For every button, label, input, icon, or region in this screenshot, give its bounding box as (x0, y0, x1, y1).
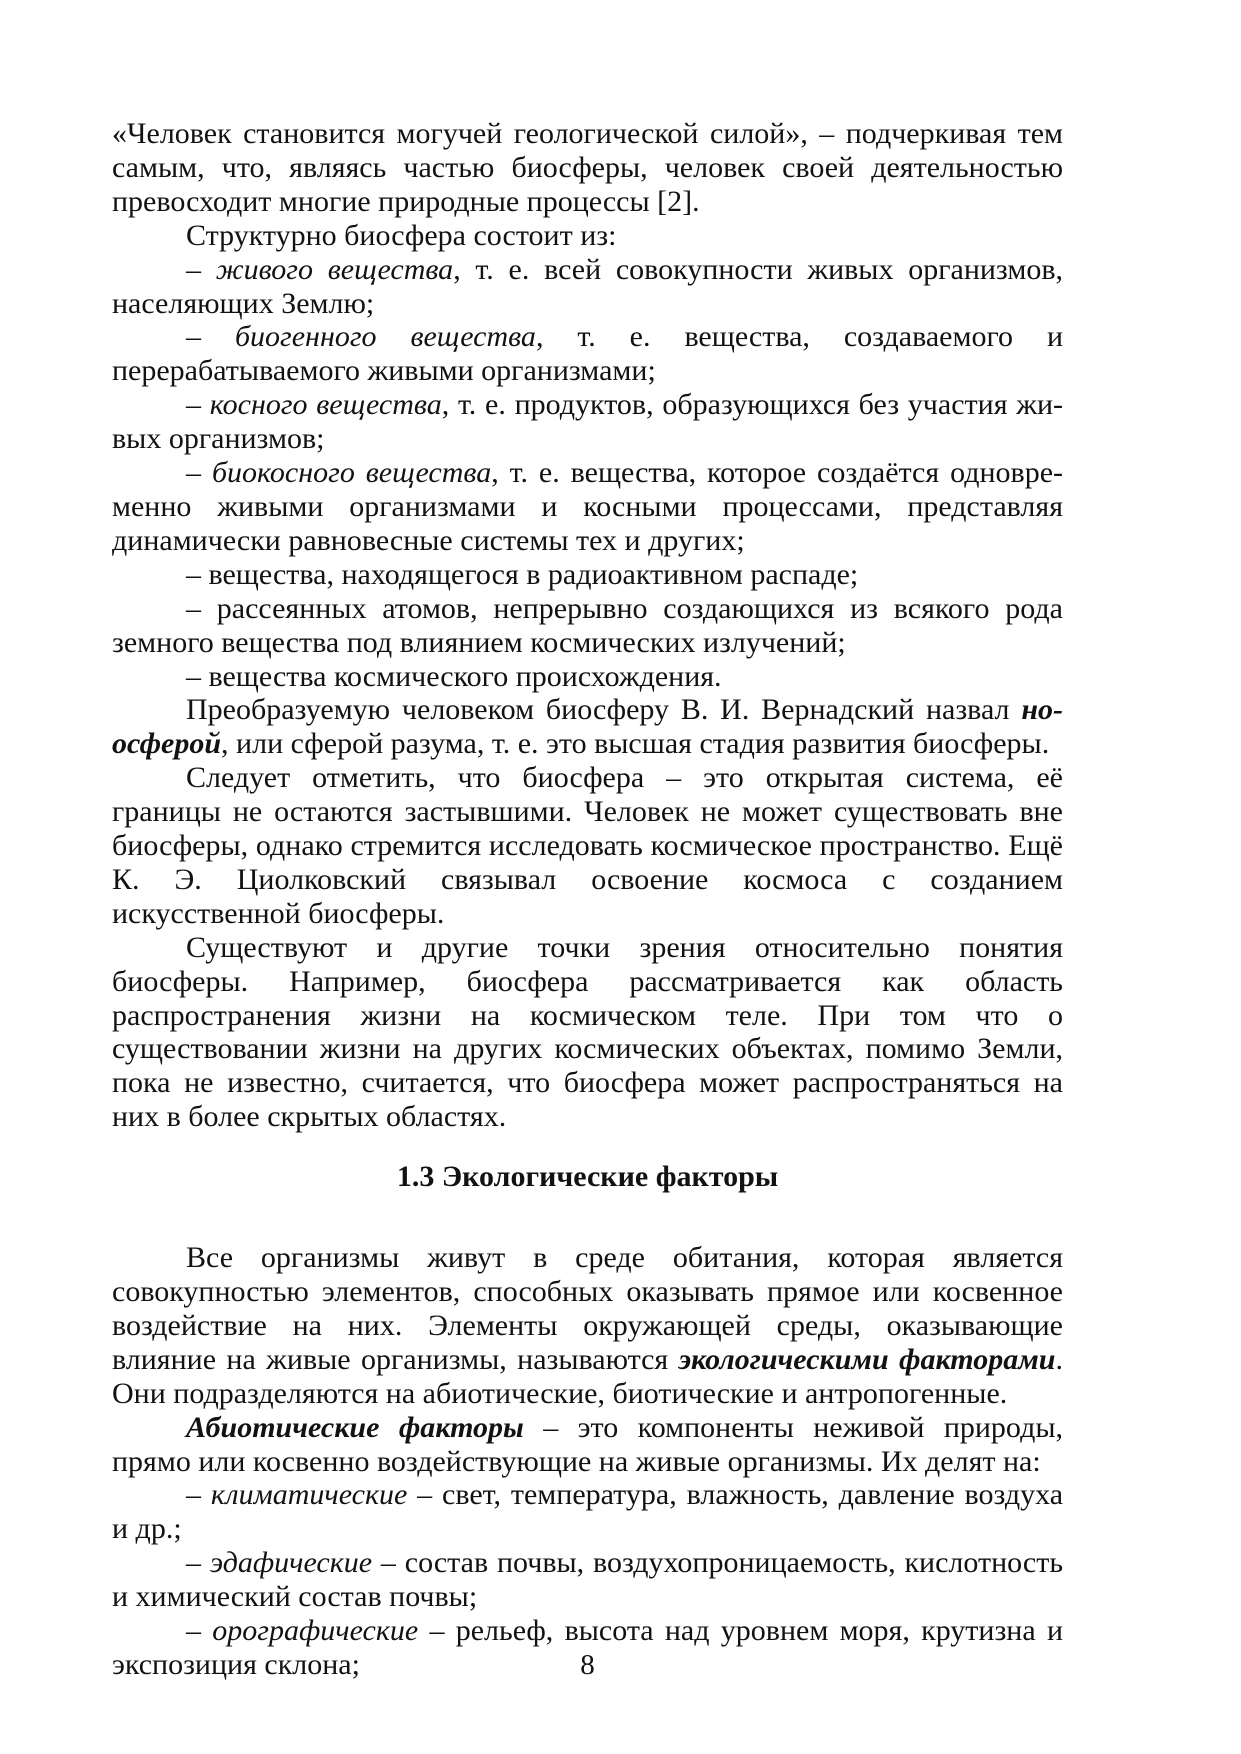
term-italic: климатические (210, 1478, 408, 1512)
paragraph-quote-continuation (112, 117, 1063, 219)
text-run: , т. е. вещества, создаваемого и перерабатываемого живыми организмами; (112, 320, 1064, 388)
text-run: Преобразуемую человеком биосферу В. И. Вернадский назвал (186, 693, 1022, 727)
text-run: «Человек становится могучей геологической силой», – подчеркивая тем самым, что, являясь частью биосферы, человек своей деятельностью превосходит многие природные процессы [2]. (112, 117, 1063, 218)
text-run: Все организмы живут в среде обитания, которая является совокупностью элементов, способных оказывать прямое или косвенное воздействие на них. Элементы окружающей среды, оказывающие влияние на живые организмы, называются (112, 1241, 1063, 1376)
dash-marker: – (186, 1614, 213, 1648)
paragraph-open-system (112, 761, 1063, 931)
text-run: . Они подразделяются на абиотические, биотические и антропогенные. (112, 1342, 1063, 1410)
dash-marker: – (186, 320, 235, 354)
dash-marker: – (186, 388, 210, 422)
text-run: , т. е. всей совокупности живых организмов, населяющих Землю; (112, 252, 1064, 320)
list-item-scattered-atoms (112, 592, 1063, 660)
list-item-edaphic (112, 1546, 1063, 1614)
list-item-climatic (112, 1478, 1063, 1546)
paragraph-structure-intro (112, 219, 1063, 253)
text-run: – вещества космического происхождения. (186, 659, 722, 693)
text-run: Следует отметить, что биосфера – это открытая система, её границы не остаются застывшими. Человек не может существовать вне биосферы, однако стремится исследовать космическое пространство. Ещё К. Э. Циолковский связывал освоение космоса с созданием искусственной биосферы. (112, 761, 1063, 930)
dash-marker: – (186, 456, 212, 490)
term-bold-italic: ноосферой (112, 693, 1063, 761)
section-heading (112, 1160, 1063, 1194)
text-run: , т. е. продуктов, образующихся без участия живых организмов; (112, 388, 1064, 456)
text-run: – вещества, находящегося в радиоактивном распаде; (186, 557, 859, 591)
list-item-inert-matter (112, 388, 1063, 456)
text-run: – рассеянных атомов, непрерывно создающихся из всякого рода земного вещества под влиянием космических излучений; (112, 591, 1063, 659)
text-run: – состав почвы, воздухопроницаемость, кислотность и химический состав почвы; (112, 1546, 1063, 1614)
term-bold-italic: экологическими факторами (678, 1342, 1056, 1376)
term-bold-italic: Абиотические факторы (186, 1410, 524, 1444)
text-run: – свет, температура, влажность, давление воздуха и др.; (112, 1478, 1064, 1546)
heading-text: 1.3 Экологические факторы (396, 1160, 779, 1194)
text-run: , т. е. вещества, которое создаётся одновременно живыми организмами и косными процессами, представляя динамически равновесные системы тех и других; (112, 456, 1064, 557)
term-italic: биогенного вещества (234, 320, 536, 354)
paragraph-other-views (112, 931, 1063, 1134)
text-run: , или сферой разума, т. е. это высшая стадия развития биосферы. (221, 727, 1050, 761)
term-italic: эдафические (209, 1546, 373, 1580)
term-italic: живого вещества (215, 252, 454, 286)
paragraph-abiotic-factors (112, 1411, 1063, 1479)
term-italic: орографические (212, 1614, 419, 1648)
text-run: – рельеф, высота над уровнем моря, крутизна и экспозиция склона; (112, 1614, 1064, 1681)
page-number: 8 (580, 1649, 595, 1681)
list-item-radioactive-matter (112, 558, 1063, 592)
list-item-cosmic-matter (112, 660, 1063, 694)
dash-marker: – (186, 1546, 210, 1580)
term-italic: биокосного вещества (211, 456, 492, 490)
list-item-bioinert-matter (112, 456, 1063, 558)
text-run: – это компоненты неживой природы, прямо или косвенно воздействующие на живые организмы. Их делят на: (112, 1410, 1063, 1478)
list-item-living-matter (112, 253, 1063, 321)
page-body (112, 117, 1063, 1682)
text-run: Существуют и другие точки зрения относительно понятия биосферы. Например, биосфера рассматривается как область распространения жизни на космическом теле. При том что о существовании жизни на других космических объектах, помимо Земли, пока не известно, считается, что биосфера может распространяться на них в более скрытых областях. (112, 930, 1063, 1134)
text-run: Структурно биосфера состоит из: (186, 218, 617, 252)
paragraph-noosphere (112, 693, 1063, 761)
dash-marker: – (186, 1478, 211, 1512)
paragraph-habitat (112, 1241, 1063, 1411)
list-item-biogenic-matter (112, 320, 1063, 388)
dash-marker: – (186, 252, 216, 286)
term-italic: косного вещества (209, 388, 442, 422)
